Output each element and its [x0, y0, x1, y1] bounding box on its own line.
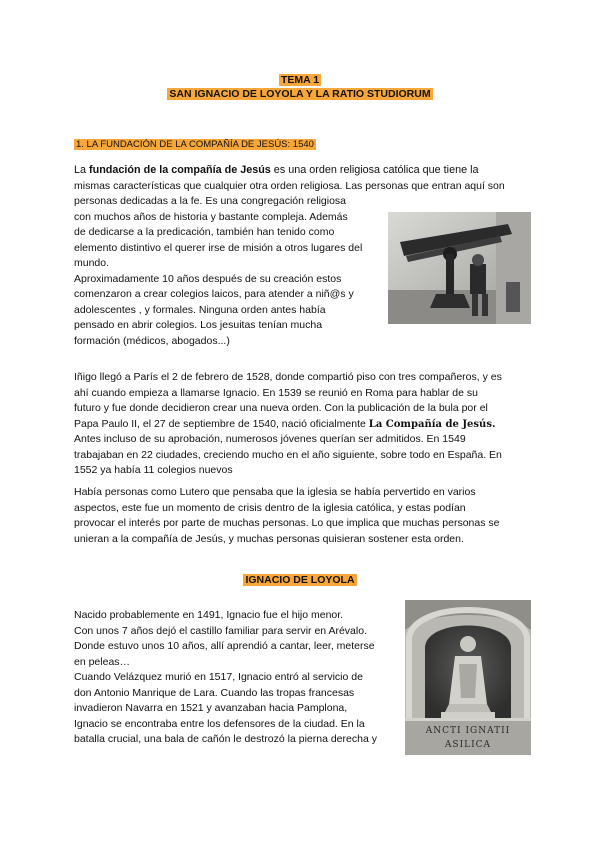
statue-icon — [405, 600, 531, 755]
paragraph-line: mismas características que cualquier otra orden religiosa. Las personas que entran aquí son — [74, 179, 505, 192]
text: Papa Paulo II, el 27 de septiembre de 1540, nació oficialmente — [74, 417, 369, 430]
text: es una orden religiosa católica que tiene la — [270, 164, 479, 176]
paragraph-line — [74, 417, 534, 433]
telescope-photo — [388, 212, 531, 324]
bold-text: fundación de la compañía de Jesús — [89, 164, 271, 176]
paragraph-line: mundo. — [74, 257, 110, 269]
section-heading-fundacion — [74, 139, 316, 151]
paragraph-paris — [74, 370, 534, 479]
paragraph-line: futuro y fue donde decidieron crear una nueva orden. Con la publicación de la bula por el — [74, 402, 488, 414]
paragraph-line: 1552 ya había 11 colegios nuevos — [74, 464, 233, 476]
paragraph-lutero — [74, 485, 534, 547]
paragraph-line: comenzaron a crear colegios laicos, para atender a niñ@s y — [74, 288, 354, 300]
paragraph-line: aspectos, este fue un momento de crisis dentro de la iglesia católica, y estas podían — [74, 501, 466, 514]
paragraph-line: ahí cuando empieza a llamarse Ignacio. En 1539 se reunió en Roma para hablar de su — [74, 386, 478, 399]
paragraph-line: Donde estuvo unos 10 años, allí aprendió a cantar, leer, meterse — [74, 640, 375, 652]
paragraph-line: de dedicarse a la predicación, también han tenido como — [74, 226, 335, 238]
section-heading-text: IGNACIO DE LOYOLA — [245, 574, 355, 586]
paragraph-line: Había personas como Lutero que pensaba que la iglesia se había pervertido en varios — [74, 486, 476, 498]
inscription-line-2: ASILICA — [444, 740, 492, 750]
paragraph-line: adolescentes , y formales. Ninguna orden antes había — [74, 303, 326, 316]
statue-photo — [405, 600, 531, 755]
paragraph-line: personas dedicadas a la fe. Es una congregación religiosa — [74, 195, 347, 207]
section-heading-text: 1. LA FUNDACIÓN DE LA COMPAÑÍA DE JESÚS: 1540 — [76, 139, 314, 150]
paragraph-line: Ignacio se encontraba entre los defensores de la ciudad. En la — [74, 717, 365, 730]
paragraph-line: batalla crucial, una bala de cañón le destrozó la pierna derecha y — [74, 733, 377, 745]
document-title — [0, 74, 600, 87]
paragraph-line: trabajaban en 22 ciudades, creciendo mucho en el año siguiente, sobre todo en España. En — [74, 448, 502, 461]
telescope-icon — [388, 212, 531, 324]
paragraph-line: Iñigo llegó a París el 2 de febrero de 1528, donde compartió piso con tres compañeros, y es — [74, 371, 502, 383]
paragraph-line: con muchos años de historia y bastante compleja. Además — [74, 210, 348, 223]
tema-label: TEMA 1 — [280, 74, 320, 86]
paragraph-line: en peleas… — [74, 655, 131, 668]
paragraph-line: Con unos 7 años dejó el castillo familiar para servir en Arévalo. — [74, 624, 367, 637]
paragraph-fundacion — [74, 163, 505, 349]
inscription-line-1: ANCTI IGNATII — [425, 726, 511, 736]
paragraph-line: pensado en abrir colegios. Los jesuitas tenían mucha — [74, 319, 323, 331]
paragraph-line: Aproximadamente 10 años después de su creación estos — [74, 272, 342, 285]
paragraph-line: Cuando Velázquez murió en 1517, Ignacio entró al servicio de — [74, 671, 363, 683]
paragraph-line: Nacido probablemente en 1491, Ignacio fue el hijo menor. — [74, 609, 344, 621]
paragraph-line — [74, 163, 479, 179]
paragraph-line: formación (médicos, abogados...) — [74, 334, 230, 347]
paragraph-line: elemento distintivo el querer irse de misión a otros lugares del — [74, 241, 363, 254]
bold-text: La Compañía de Jesús. — [368, 418, 496, 430]
document-subtitle — [0, 88, 600, 101]
paragraph-line: don Antonio Manrique de Lara. Cuando las tropas francesas — [74, 686, 355, 699]
paragraph-line: Antes incluso de su aprobación, numerosos jóvenes querían ser admitidos. En 1549 — [74, 433, 466, 445]
paragraph-line: provocar el interés por parte de muchas personas. Lo que implica que muchas personas se — [74, 517, 500, 529]
paragraph-line: unieran a la compañía de Jesús, y muchas personas quisieran sostener esta orden. — [74, 532, 464, 545]
paragraph-ignacio — [74, 608, 394, 748]
text: La — [74, 164, 90, 176]
subtitle-label: SAN IGNACIO DE LOYOLA Y LA RATIO STUDIORUM — [169, 88, 431, 100]
paragraph-line: invadieron Navarra en 1521 y avanzaban hacia Pamplona, — [74, 702, 348, 714]
section-heading-loyola — [0, 574, 600, 587]
